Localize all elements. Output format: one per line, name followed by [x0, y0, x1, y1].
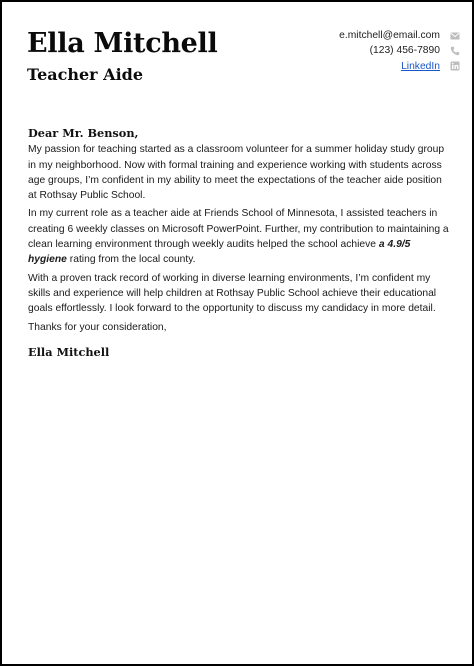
linkedin-link[interactable]: LinkedIn — [401, 60, 440, 72]
letter-body — [28, 126, 452, 360]
paragraph-2 — [28, 206, 452, 267]
paragraph-1: My passion for teaching started as a classroom volunteer for a summer holiday study group in my neighborhood. Now with formal training and experience working with students across age groups, I’m confident in my ability to meet the expectations of the teacher aide position at Rothsay Public School. — [28, 144, 445, 202]
phone-text: (123) 456-7890 — [369, 45, 440, 57]
closing-line: Thanks for your consideration, — [28, 321, 167, 333]
contact-linkedin-row — [339, 59, 460, 74]
paragraph-2-text-a: In my current role as a teacher aide at Friends School of Minnesota, I assisted teachers in creating 6 weekly classes on Microsoft PowerPoint. Further, my contribution to maintaining a clean learning environment through weekly audits helped the school achieve — [28, 208, 449, 251]
paragraph-2-text-b: rating from the local county. — [66, 254, 196, 266]
hygiene-rating-emphasis: a 4.9/5 hygiene — [28, 239, 411, 266]
phone-icon — [450, 46, 460, 56]
envelope-icon — [450, 31, 460, 41]
header — [27, 28, 217, 84]
linkedin-icon — [450, 61, 460, 71]
paragraph-3: With a proven track record of working in diverse learning environments, I’m confident my skills and experience will help children at Rothsay Public School achieve their educational goals effortlessly. I look forward to the opportunity to discuss my candidacy in more detail. — [28, 272, 437, 315]
signature-name: Ella Mitchell — [28, 344, 110, 359]
contact-block — [339, 28, 460, 74]
contact-email-row — [339, 28, 460, 43]
contact-phone-row — [339, 43, 460, 58]
email-text: e.mitchell@email.com — [339, 30, 440, 41]
salutation: Dear Mr. Benson, — [28, 126, 139, 140]
job-title: Teacher Aide — [27, 65, 144, 84]
applicant-name: Ella Mitchell — [27, 28, 218, 59]
